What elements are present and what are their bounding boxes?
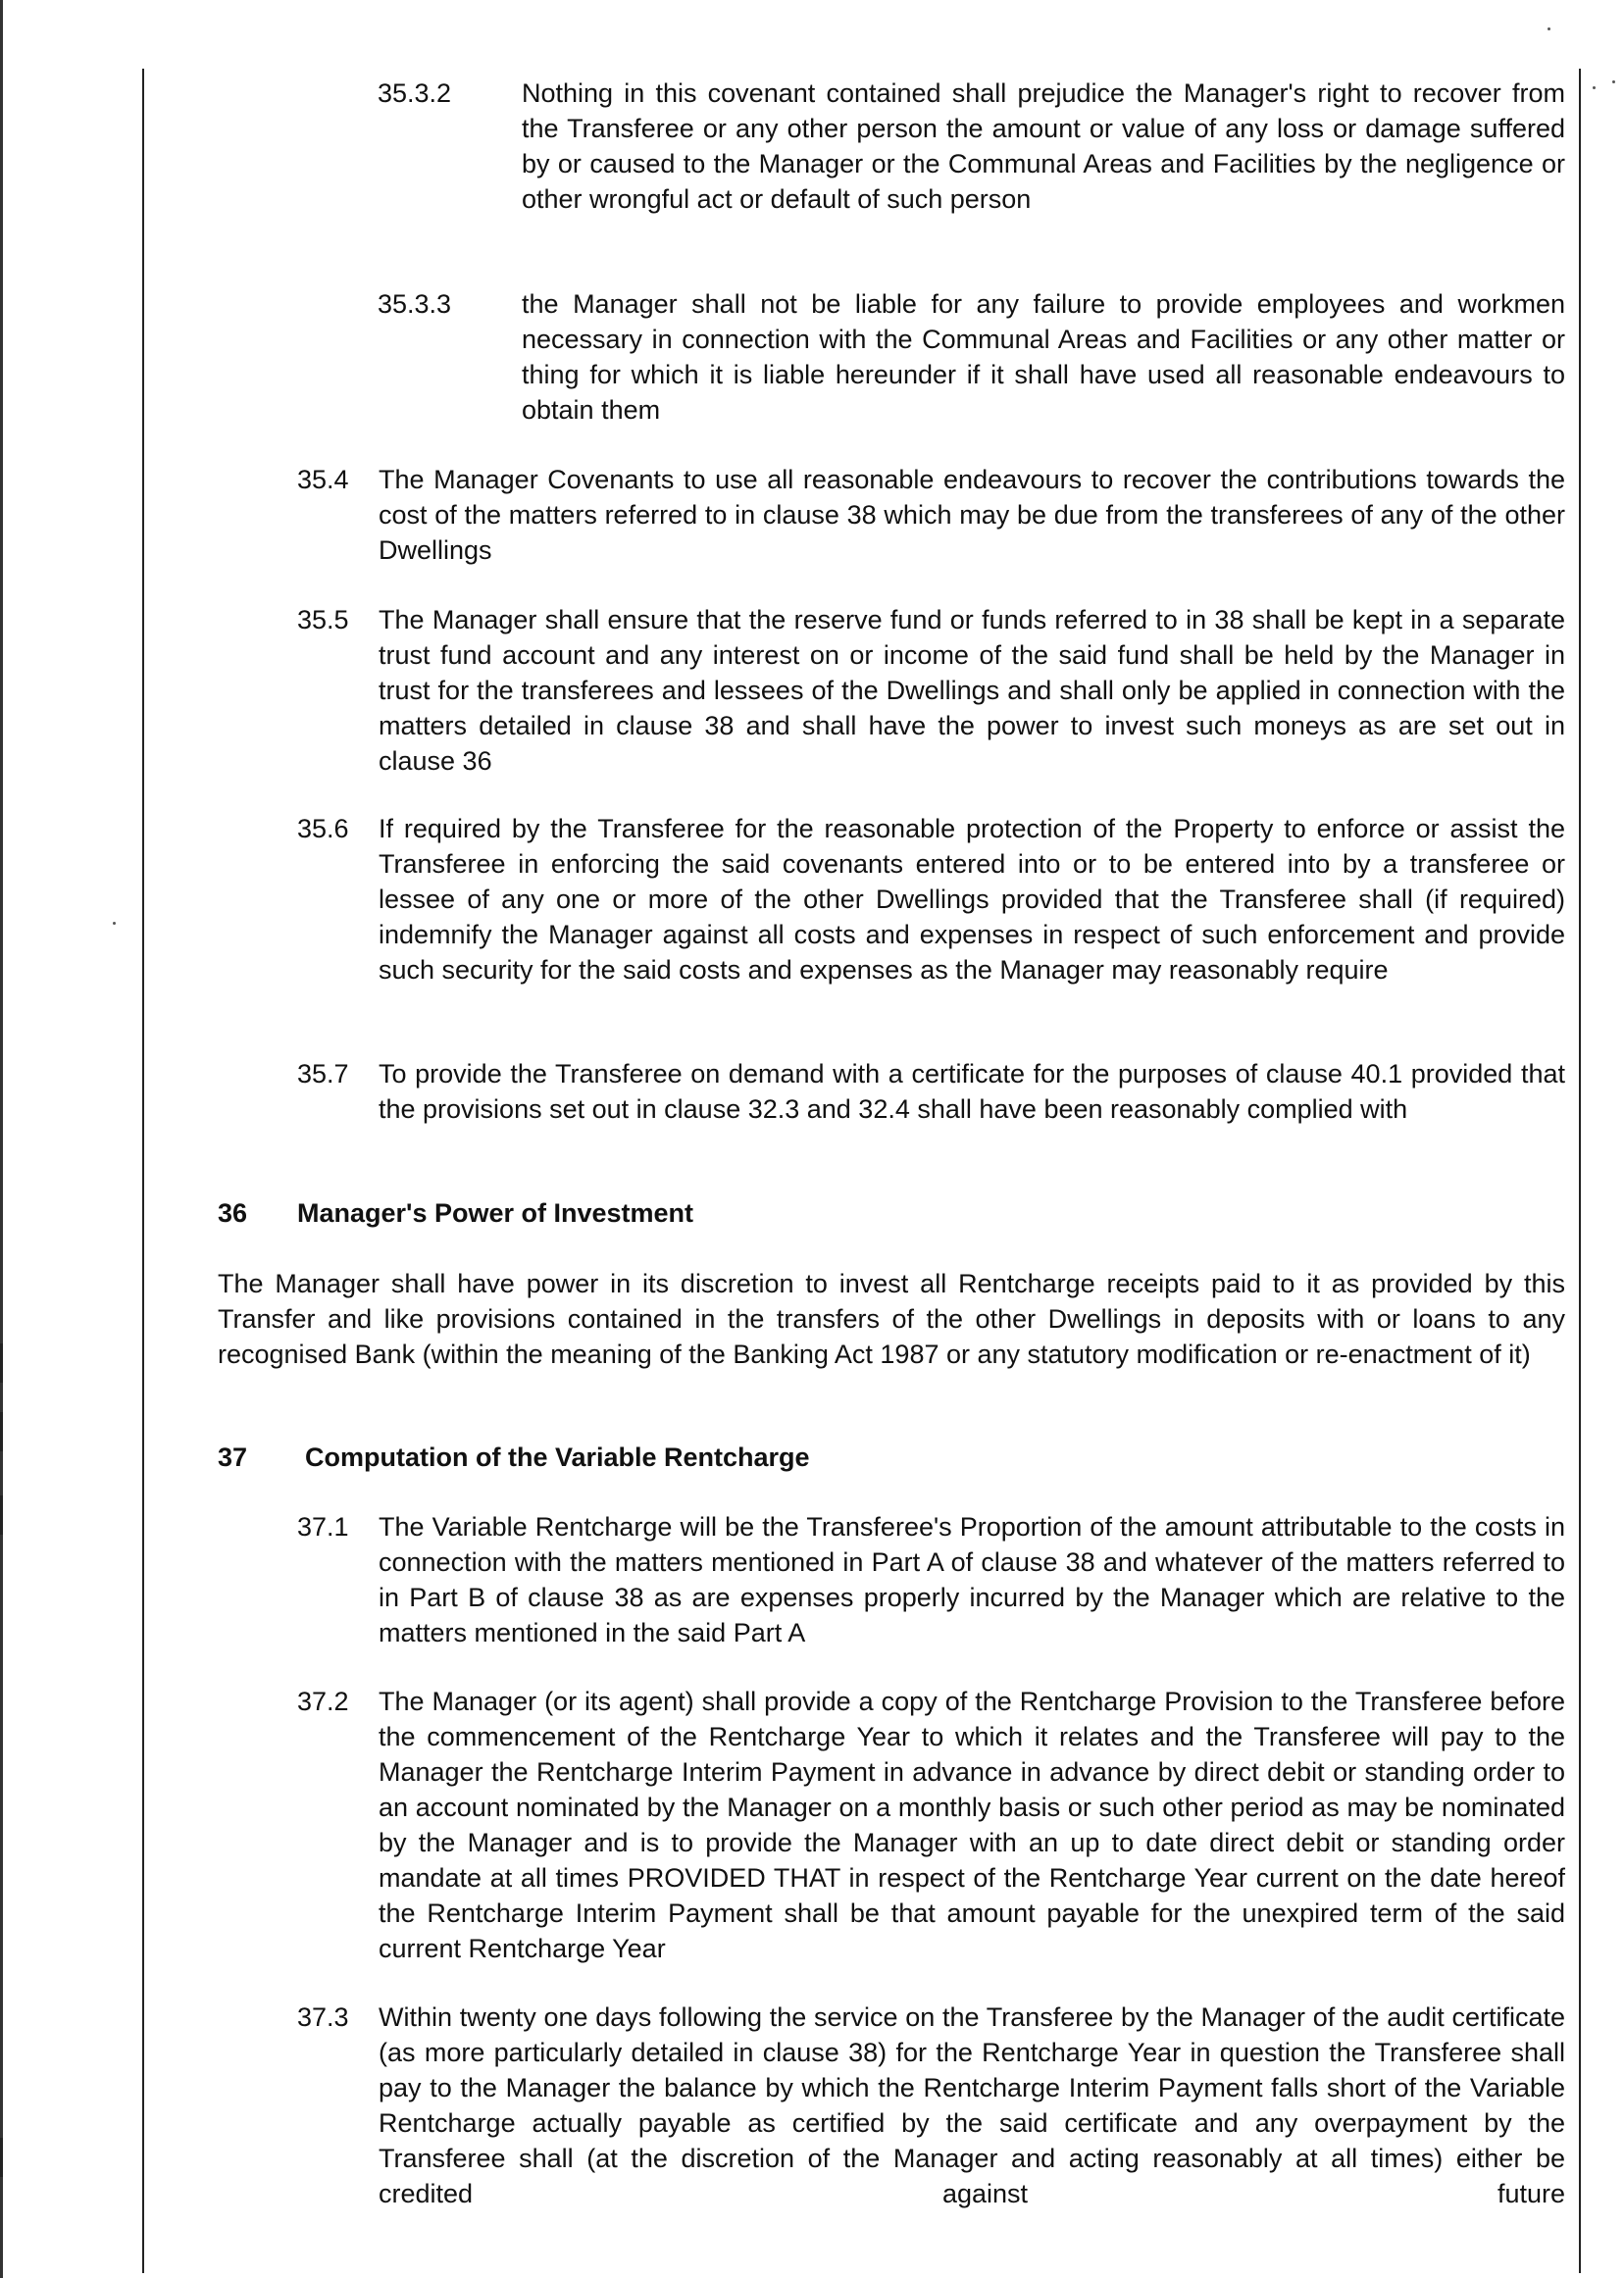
section-heading: Manager's Power of Investment	[297, 1198, 694, 1228]
clause-number: 37.3	[297, 2002, 349, 2032]
edge-mark	[0, 2138, 3, 2177]
scan-speck	[1593, 86, 1596, 89]
clause-text: The Manager Covenants to use all reasonable endeavours to recover the contributions towards the cost of the matters referred to in clause 38 which may be due from the transferees of any of the other Dwellings	[379, 465, 1565, 565]
clause-number: 37.2	[297, 1687, 349, 1716]
clause-text: Nothing in this covenant contained shall prejudice the Manager's right to recover from the Transferee or any other person the amount or value of any loss or damage suffered by or caused to the Manager or the Communal Areas and Facilities by the negligence or other wrongful act or default of such person	[522, 78, 1565, 214]
clause-number: 35.4	[297, 465, 349, 494]
clause-text: Within twenty one days following the service on the Transferee by the Manager of the audit certificate (as more particularly detailed in clause 38) for the Rentcharge Year in question the Transferee shall pay to the Manager the balance by which the Rentcharge Interim Payment falls short of the Variable Rentcharge actually payable as certified by the said certificate and any overpayment by the Transferee shall (at the discretion of the Manager and acting reasonably at all times) either be credited against future	[379, 2002, 1565, 2208]
edge-mark	[0, 1343, 3, 1383]
clause-number: 37.1	[297, 1512, 349, 1542]
clause-number: 35.3.2	[378, 78, 452, 108]
section-heading: Computation of the Variable Rentcharge	[305, 1443, 810, 1472]
section-number: 36	[218, 1198, 248, 1228]
clause-number: 35.6	[297, 814, 349, 843]
clause-text: To provide the Transferee on demand with a certificate for the purposes of clause 40.1 provided that the provisions set out in clause 32.3 and 32.4 shall have been reasonably complied with	[379, 1059, 1565, 1124]
clause-number: 35.3.3	[378, 289, 452, 319]
scan-speck	[113, 922, 116, 925]
edge-mark	[0, 1495, 3, 1535]
page-edge-line	[0, 0, 3, 2278]
clause-number: 35.5	[297, 605, 349, 634]
left-margin-rule	[142, 69, 144, 2273]
clause-text: The Manager shall ensure that the reserve fund or funds referred to in 38 shall be kept in a separate trust fund account and any interest on or income of the said fund shall be held by the Manager in trust for the transferees and lessees of the Dwellings and shall only be applied in connection with the matters detailed in clause 38 and shall have the power to invest such moneys as are set out in clause 36	[379, 605, 1565, 776]
clause-text: the Manager shall not be liable for any failure to provide employees and workmen necessary in connection with the Communal Areas and Facilities or any other matter or thing for which it is liable hereunder if it shall have used all reasonable endeavours to obtain them	[522, 289, 1565, 425]
clause-number: 35.7	[297, 1059, 349, 1088]
edge-mark	[0, 1412, 3, 1451]
clause-text: If required by the Transferee for the reasonable protection of the Property to enforce or assist the Transferee in enforcing the said covenants entered into or to be entered into by a transferee or lessee of any one or more of the other Dwellings provided that the Transferee shall (if required) indemnify the Manager against all costs and expenses in respect of such enforcement and provide such security for the said costs and expenses as the Manager may reasonably require	[379, 814, 1565, 985]
section-number: 37	[218, 1443, 248, 1472]
scan-speck	[1548, 27, 1550, 30]
scan-speck	[1612, 80, 1615, 83]
clause-text: The Manager (or its agent) shall provide a copy of the Rentcharge Provision to the Transferee before the commencement of the Rentcharge Year to which it relates and the Transferee will pay to the Manager the Rentcharge Interim Payment in advance in advance by direct debit or standing order to an account nominated by the Manager on a monthly basis or such other period as may be nominated by the Manager and is to provide the Manager with an up to date direct debit or standing order mandate at all times PROVIDED THAT in respect of the Rentcharge Year current on the date hereof the Rentcharge Interim Payment shall be that amount payable for the unexpired term of the said current Rentcharge Year	[379, 1687, 1565, 1963]
clause-text: The Variable Rentcharge will be the Transferee's Proportion of the amount attributable to the costs in connection with the matters mentioned in Part A of clause 38 and whatever of the matters referred to in Part B of clause 38 as are expenses properly incurred by the Manager which are relative to the matters mentioned in the said Part A	[379, 1512, 1565, 1647]
section-body: The Manager shall have power in its discretion to invest all Rentcharge receipts paid to it as provided by this Transfer and like provisions contained in the transfers of the other Dwellings in deposits with or loans to any recognised Bank (within the meaning of the Banking Act 1987 or any statutory modification or re-enactment of it)	[218, 1269, 1565, 1369]
right-margin-rule	[1579, 69, 1581, 2273]
